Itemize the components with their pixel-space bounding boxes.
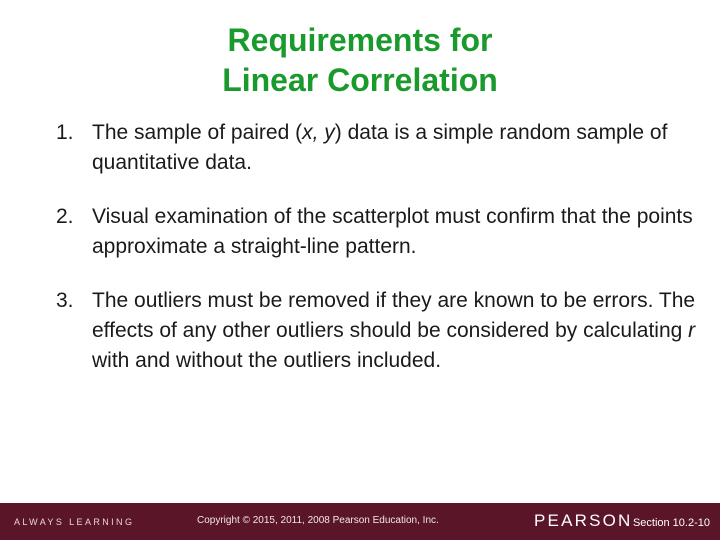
footer-tagline: ALWAYS LEARNING	[14, 517, 135, 527]
footer-bar	[0, 503, 720, 540]
title-line-1: Requirements for	[227, 22, 493, 58]
footer-copyright: Copyright © 2015, 2011, 2008 Pearson Education, Inc.	[197, 515, 439, 526]
item-text-part: The sample of paired (	[92, 121, 303, 144]
requirement-item-3	[56, 286, 696, 376]
item-text: Visual examination of the scatterplot must confirm that the points approximate a straight-line pattern.	[92, 205, 693, 258]
pearson-logo: PEARSON	[534, 511, 633, 530]
item-number: 2.	[56, 205, 74, 228]
item-text	[92, 121, 667, 174]
item-number: 3.	[56, 289, 74, 312]
section-number: Section 10.2-10	[632, 517, 710, 529]
title-line-2: Linear Correlation	[222, 62, 498, 98]
slide-title	[0, 20, 720, 100]
item-number: 1.	[56, 121, 74, 144]
requirement-item-2	[56, 202, 696, 262]
item-text	[92, 289, 695, 372]
item-text-part: The outliers must be removed if they are known to be errors. The effects of any other outliers should be considered by calculating	[92, 289, 696, 342]
requirements-list	[56, 118, 696, 400]
item-text-part: with and without the outliers included.	[92, 349, 442, 372]
requirement-item-1	[56, 118, 696, 178]
item-variable: x, y	[302, 121, 335, 144]
item-variable: r	[688, 319, 696, 342]
item-text-part: ) data is a simple random sample of quantitative data.	[92, 121, 668, 174]
